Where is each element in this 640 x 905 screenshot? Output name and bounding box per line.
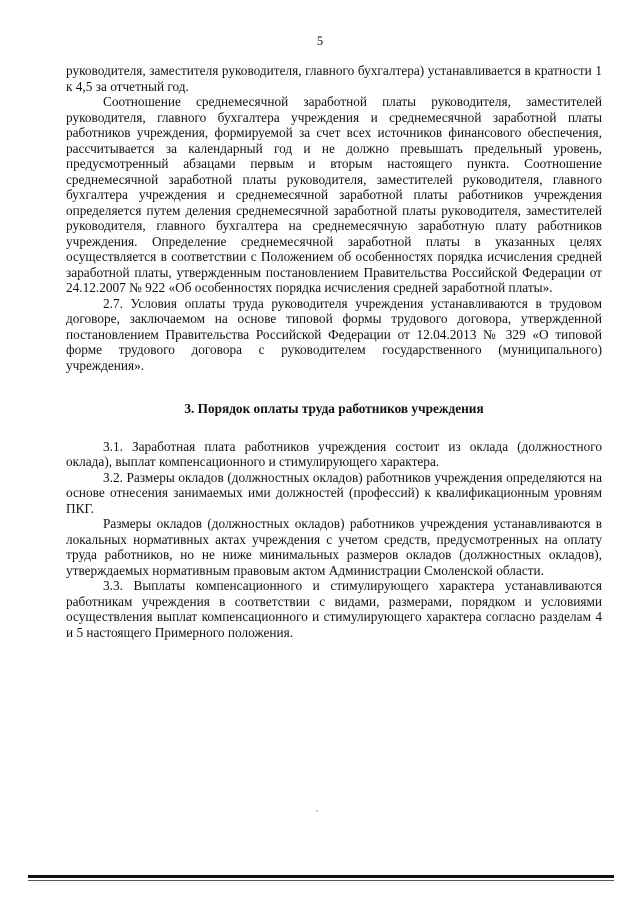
document-body (66, 63, 602, 640)
paragraph: 2.7. Условия оплаты труда руководителя учреждения устанавливаются в трудовом договоре, заключаемом на основе типовой формы трудового договора, утвержденной постановлением Правительства Российской Федерации от 12.04.2013 № 329 «О типовой форме трудового договора с руководителем государственного (муниципального) учреждения». (66, 295, 602, 373)
page-number: 5 (316, 34, 324, 48)
paragraph: 3.1. Заработная плата работников учреждения состоит из оклада (должностного оклада), выплат компенсационного и стимулирующего характера. (66, 438, 602, 469)
paragraph: Размеры окладов (должностных окладов) работников учреждения устанавливаются в локальных нормативных актах учреждения с учетом средств, предусмотренных на оплату труда работников, но не ниже минимальных размеров окладов (должностных окладов), утверждаемых нормативным правовым актом Администрации Смоленской области. (66, 516, 602, 578)
paragraph: 3.2. Размеры окладов (должностных окладов) работников учреждения определяются на основе отнесения занимаемых ими должностей (профессий) к квалификационным уровням ПКГ. (66, 469, 602, 516)
paragraph: руководителя, заместителя руководителя, главного бухгалтера) устанавливается в кратности 1 к 4,5 за отчетный год. (66, 63, 602, 94)
paragraph: Соотношение среднемесячной заработной платы руководителя, заместителей руководителя, главного бухгалтера учреждения и среднемесячной заработной платы работников учреждения, формируемой за счет всех источников финансового обеспечения, рассчитывается за календарный год и не должно превышать предельный уровень, предусмотренный абзацами первым и вторым настоящего пункта. Соотношение среднемесячной заработной платы руководителя, заместителей руководителя, главного бухгалтера учреждения и среднемесячной заработной платы работников учреждения определяется путем деления среднемесячной заработной платы руководителя, заместителей руководителя, главного бухгалтера на среднемесячную заработную плату работников учреждения. Определение среднемесячной заработной платы в указанных целях осуществляется в соответствии с Положением об особенностях порядка исчисления средней заработной платы, утвержденным постановлением Правительства Российской Федерации от 24.12.2007 № 922 «Об особенностях порядка исчисления средней заработной платы». (66, 94, 602, 295)
section-heading: 3. Порядок оплаты труда работников учреждения (184, 401, 484, 416)
page-bottom-edge-shadow (28, 880, 614, 881)
page-bottom-edge (28, 875, 614, 878)
scan-mark (316, 810, 318, 812)
paragraph: 3.3. Выплаты компенсационного и стимулирующего характера устанавливаются работникам учреждения в соответствии с видами, размерами, порядком и условиями осуществления выплат компенсационного и стимулирующего характера согласно разделам 4 и 5 настоящего Примерного положения. (66, 578, 602, 640)
